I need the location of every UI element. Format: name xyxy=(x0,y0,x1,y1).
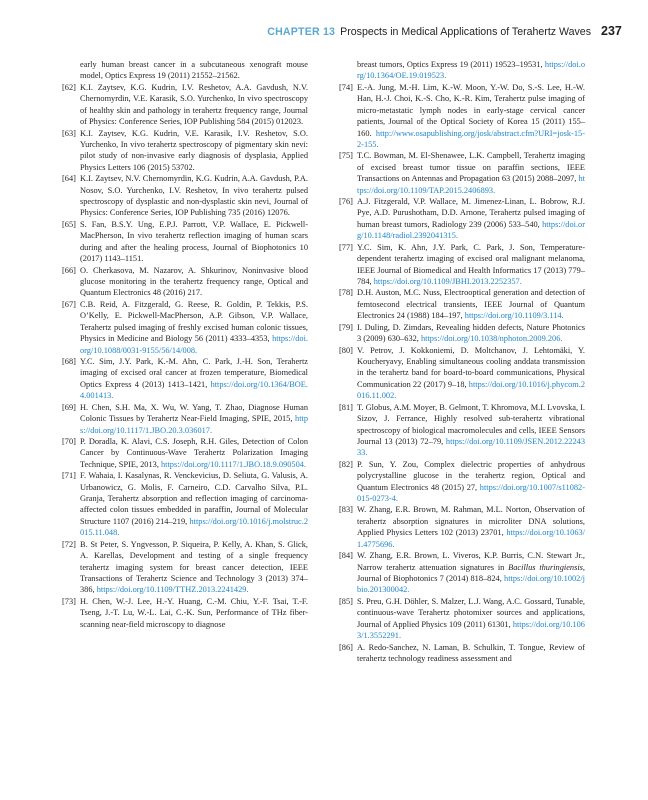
doi-link[interactable]: https://doi.org/10.1148/radiol.2392041315. xyxy=(357,219,585,241)
reference-number: [63] xyxy=(62,128,76,138)
reference-text: H. Chen, W.-J. Lee, H.-Y. Huang, C.-M. Chiu, Y.-F. Tsai, T.-F. Tseng, J.-T. Lu, W.-L. Lai, C.-K. Sun, Performance of THz fiber-scanning near-field microscopy to diagnose xyxy=(80,596,308,629)
reference-text: early human breast cancer in a subcutaneous xenograft mouse model, Optics Express 19 (2011) 21552–21562. xyxy=(80,60,308,81)
reference-number: [77] xyxy=(339,242,353,252)
page-number: 237 xyxy=(601,24,622,38)
doi-link[interactable]: https://doi.org/10.1364/BOE.4.001413. xyxy=(80,379,308,401)
doi-link[interactable]: https://doi.org/10.1109/TAP.2015.2406893. xyxy=(357,174,585,195)
reference-entry xyxy=(62,436,308,470)
reference-text: O. Cherkasova, M. Nazarov, A. Shkurinov, Noninvasive blood glucose monitoring in the terahertz frequency range, Optical and Quantum Electronics 48 (2016) 217. xyxy=(80,265,308,298)
doi-link[interactable]: https://doi.org/10.1109/TTHZ.2013.2241429. xyxy=(96,585,249,595)
doi-link[interactable]: https://doi.org/10.1002/jbio.201300042. xyxy=(357,573,585,595)
reference-text: Y.C. Sim, J.Y. Park, K.-M. Ahn, C. Park, J.-H. Son, Terahertz imaging of excised oral cancer at frozen temperature, Biomedical Optics Express 4 (2013) 1413–1421, xyxy=(80,356,308,389)
reference-text: C.B. Reid, A. Fitzgerald, G. Reese, R. Goldin, P. Tekkis, P.S. O’Kelly, E. Pickwell-MacPherson, A.P. Gibson, V.P. Wallace, Terahertz pulsed imaging of freshly excised human colonic tissues, Physics in Medicine and Biology 56 (2011) 4333–4353, xyxy=(80,299,308,344)
reference-text: T. Globus, A.M. Moyer, B. Gelmont, T. Khromova, M.I. Lvovska, I. Sizov, J. Ferrance, Highly resolved sub-terahertz vibrational spectroscopy of biological macromolecules and cells, IEEE Sensors Journal 13 (2013) 72–79, xyxy=(357,402,585,446)
reference-text: P. Sun, Y. Zou, Complex dielectric properties of anhydrous polycrystalline glucose in the terahertz region, Optical and Quantum Electronics 48 (2015) 27, xyxy=(357,459,585,492)
reference-text: S. Fan, B.S.Y. Ung, E.P.J. Parrott, V.P. Wallace, E. Pickwell-MacPherson, In vivo terahertz reflection imaging of human scars during and after the healing process, Journal of Biophotonics 10 (2017) 1143–1151. xyxy=(80,219,308,264)
reference-number: [70] xyxy=(62,436,76,446)
reference-number: [67] xyxy=(62,299,76,309)
doi-link[interactable]: https://doi.org/10.1109/3.114. xyxy=(464,311,564,321)
reference-number: [85] xyxy=(339,596,353,606)
reference-number: [69] xyxy=(62,402,76,412)
reference-entry xyxy=(62,265,308,299)
reference-number: [78] xyxy=(339,288,353,298)
reference-text: K.I. Zaytsev, K.G. Kudrin, V.E. Karasik, I.V. Reshetov, S.O. Yurchenko, In vivo terahertz spectroscopy of pigmentary skin nevi: pilot study of non-invasive early diagnosis of dysplasia, Applied Physics Letters 106 (2015) 53702. xyxy=(80,128,308,172)
chapter-label: CHAPTER 13 xyxy=(267,26,336,38)
reference-number: [80] xyxy=(339,345,353,355)
doi-link[interactable]: https://doi.org/10.1016/j.phycom.2016.11.002. xyxy=(357,379,585,401)
reference-number: [64] xyxy=(62,174,76,184)
reference-text: D.H. Auston, M.C. Nuss, Electrooptical generation and detection of femtosecond electrical transients, IEEE Journal of Quantum Electronics 24 (1988) 184–197, xyxy=(357,288,585,321)
reference-entry xyxy=(62,402,308,436)
reference-entry xyxy=(339,82,585,151)
doi-link[interactable]: https://doi.org/10.1038/nphoton.2009.206. xyxy=(420,334,563,344)
reference-text: E.-A. Jung, M.-H. Lim, K.-W. Moon, Y.-W. Do, S.-S. Lee, H.-W. Han, H.-J. Choi, K.-S. Cho, K.-R. Kim, Terahertz pulse imaging of micro-metastatic lymph nodes in early-stage cervical cancer patients, Journal of the Optical Society of Korea 15 (2011) 155–160. xyxy=(357,82,585,138)
reference-entry xyxy=(339,287,585,321)
running-header xyxy=(0,26,591,38)
doi-link[interactable]: https://doi.org/10.1109/JBHI.2013.2252357. xyxy=(373,277,522,287)
reference-entry xyxy=(62,299,308,356)
reference-number: [65] xyxy=(62,219,76,229)
reference-text: A.J. Fitzgerald, V.P. Wallace, M. Jimenez-Linan, L. Bobrow, R.J. Pye, A.D. Purushotham, D.D. Arnone, Terahertz pulsed imaging of human breast tumors, Radiology 239 (2006) 533–540, xyxy=(357,197,585,229)
reference-text: W. Zhang, E.R. Brown, M. Rahman, M.L. Norton, Observation of terahertz absorption signatures in microliter DNA solutions, Applied Physics Letters 102 (2013) 23701, xyxy=(357,505,585,538)
reference-entry xyxy=(339,402,585,459)
reference-entry xyxy=(339,504,585,550)
reference-entry xyxy=(62,596,308,630)
reference-text: W. Zhang, E.R. Brown, L. Viveros, K.P. Burris, C.N. Stewart Jr., Narrow terahertz attenuation signatures in xyxy=(357,551,585,572)
reference-number: [82] xyxy=(339,459,353,469)
reference-number: [86] xyxy=(339,642,353,652)
reference-number: [72] xyxy=(62,539,76,549)
reference-number: [83] xyxy=(339,505,353,515)
reference-text: V. Petrov, J. Kokkoniemi, D. Moltchanov, J. Lehtomäki, Y. Koucheryavy, Enabling simultaneous cooling anddata transmission in the terahertz band for board-to-board communications, Physical Communication 22 (2017) 9–18, xyxy=(357,345,585,389)
doi-link[interactable]: https://doi.org/10.1016/j.molstruc.2015.11.048. xyxy=(80,516,308,538)
reference-text: T.C. Bowman, M. El-Shenawee, L.K. Campbell, Terahertz imaging of excised breast tumor tissue on paraffin sections, IEEE Transactions on Antennas and Propagation 63 (2015) 2088–2097, xyxy=(357,151,585,184)
reference-number: [62] xyxy=(62,82,76,92)
doi-link[interactable]: https://doi.org/10.1088/0031-9155/56/14/008. xyxy=(80,334,308,355)
reference-entry xyxy=(62,356,308,402)
reference-text: A. Redo-Sanchez, N. Laman, B. Schulkin, T. Tongue, Review of terahertz technology readiness assessment and xyxy=(357,642,585,663)
doi-link[interactable]: https://doi.org/10.1109/JSEN.2012.2224333. xyxy=(357,436,585,458)
chapter-title: Prospects in Medical Applications of Terahertz Waves xyxy=(340,26,591,38)
reference-text: breast tumors, Optics Express 19 (2011) 19523–19531, xyxy=(357,60,543,69)
reference-text: S. Preu, G.H. Döhler, S. Malzer, L.J. Wang, A.C. Gossard, Tunable, continuous-wave Terahertz photomixer sources and applications, Journal of Applied Physics 109 (2011) 61301, xyxy=(357,596,585,629)
reference-entry xyxy=(339,242,585,288)
doi-link[interactable]: https://doi.org/10.1007/s11082-015-0273-4. xyxy=(357,482,585,504)
reference-entry xyxy=(62,82,308,128)
reference-italic-text: Bacillus thuringiensis xyxy=(508,562,583,572)
reference-entry xyxy=(62,539,308,596)
doi-link[interactable]: https://doi.org/10.1063/1.3552291. xyxy=(357,619,585,641)
reference-number: [73] xyxy=(62,596,76,606)
reference-text: I. Duling, D. Zimdars, Revealing hidden defects, Nature Photonics 3 (2009) 630–632, xyxy=(357,322,585,344)
reference-number: [68] xyxy=(62,356,76,366)
reference-number: [81] xyxy=(339,402,353,412)
reference-text: K.I. Zaytsev, K.G. Kudrin, I.V. Reshetov, A.A. Gavdush, N.V. Chernomyrdin, V.E. Karasik, S.O. Yurchenko, In vivo spectroscopy of healthy skin and pathology in terahertz frequency range, Journal of Physics: Conference Series, IOP Publishing 584 (2015) 012023. xyxy=(80,82,308,127)
reference-entry xyxy=(339,150,585,196)
doi-link[interactable]: https://doi.org/10.1117/1.JBO.18.9.090504. xyxy=(161,459,307,469)
reference-entry xyxy=(339,459,585,505)
reference-entry xyxy=(339,322,585,345)
references-right-column xyxy=(339,59,585,664)
doi-link[interactable]: https://doi.org/10.1063/1.4775696. xyxy=(357,528,585,549)
reference-entry xyxy=(339,550,585,596)
reference-entry xyxy=(62,470,308,539)
reference-number: [79] xyxy=(339,322,353,332)
reference-entry xyxy=(339,345,585,402)
references-left-column xyxy=(62,59,308,630)
reference-number: [74] xyxy=(339,82,353,92)
reference-entry xyxy=(339,59,585,82)
reference-number: [66] xyxy=(62,265,76,275)
reference-number: [84] xyxy=(339,551,353,561)
reference-entry xyxy=(339,196,585,242)
reference-entry xyxy=(62,59,308,82)
reference-entry xyxy=(62,128,308,174)
reference-entry xyxy=(62,219,308,265)
reference-text: P. Doradla, K. Alavi, C.S. Joseph, R.H. Giles, Detection of Colon Cancer by Continuous-Wave Terahertz Polarization Imaging Technique, SPIE, 2013, xyxy=(80,436,308,469)
reference-number: [71] xyxy=(62,471,76,481)
reference-entry xyxy=(62,173,308,219)
reference-number: [75] xyxy=(339,151,353,161)
doi-link[interactable]: https://doi.org/10.1117/1.JBO.20.3.036017. xyxy=(80,414,308,435)
reference-entry xyxy=(339,596,585,642)
reference-text: , Journal of Biophotonics 7 (2014) 818–824, xyxy=(357,562,585,583)
reference-text: Y.C. Sim, K. Ahn, J.Y. Park, C. Park, J. Son, Temperature-dependent terahertz imaging of excised oral malignant melanoma, IEEE Journal of Biomedical and Health Informatics 17 (2013) 779–784, xyxy=(357,242,585,287)
reference-number: [76] xyxy=(339,197,353,207)
reference-text: B. St Peter, S. Yngvesson, P. Siqueira, P. Kelly, A. Khan, S. Glick, A. Karellas, Development and testing of a single frequency terahertz imaging system for breast cancer detection, IEEE Transactions of Terahertz Science and Technology 3 (2013) 374–386, xyxy=(80,539,308,595)
doi-link[interactable]: https://doi.org/10.1364/OE.19.019523. xyxy=(357,60,585,81)
reference-text: K.I. Zaytsev, N.V. Chernomyrdin, K.G. Kudrin, A.A. Gavdush, P.A. Nosov, S.O. Yurchenko, I.V. Reshetov, In vivo terahertz pulsed spectroscopy of dysplastic and non-dysplastic skin nevi, Journal of Physics: Conference Series, IOP Publishing 735 (2016) 12076. xyxy=(80,174,308,218)
reference-text: H. Chen, S.H. Ma, X. Wu, W. Yang, T. Zhao, Diagnose Human Colonic Tissues by Terahertz Near-Field Imaging, SPIE, 2015, xyxy=(80,402,308,424)
reference-text: F. Wahaia, I. Kasalynas, R. Venckevicius, D. Seliuta, G. Valusis, A. Urbanowicz, G. Molis, F. Carneiro, C.D. Carvalho Silva, P.L. Granja, Terahertz absorption and reflection imaging of carcinoma-affected colon tissues embedded in paraffin, Journal of Molecular Structure 1107 (2016) 214–219, xyxy=(80,471,308,526)
reference-entry xyxy=(339,642,585,665)
doi-link[interactable]: http://www.osapublishing.org/josk/abstract.cfm?URI=josk-15-2-155. xyxy=(357,128,585,149)
